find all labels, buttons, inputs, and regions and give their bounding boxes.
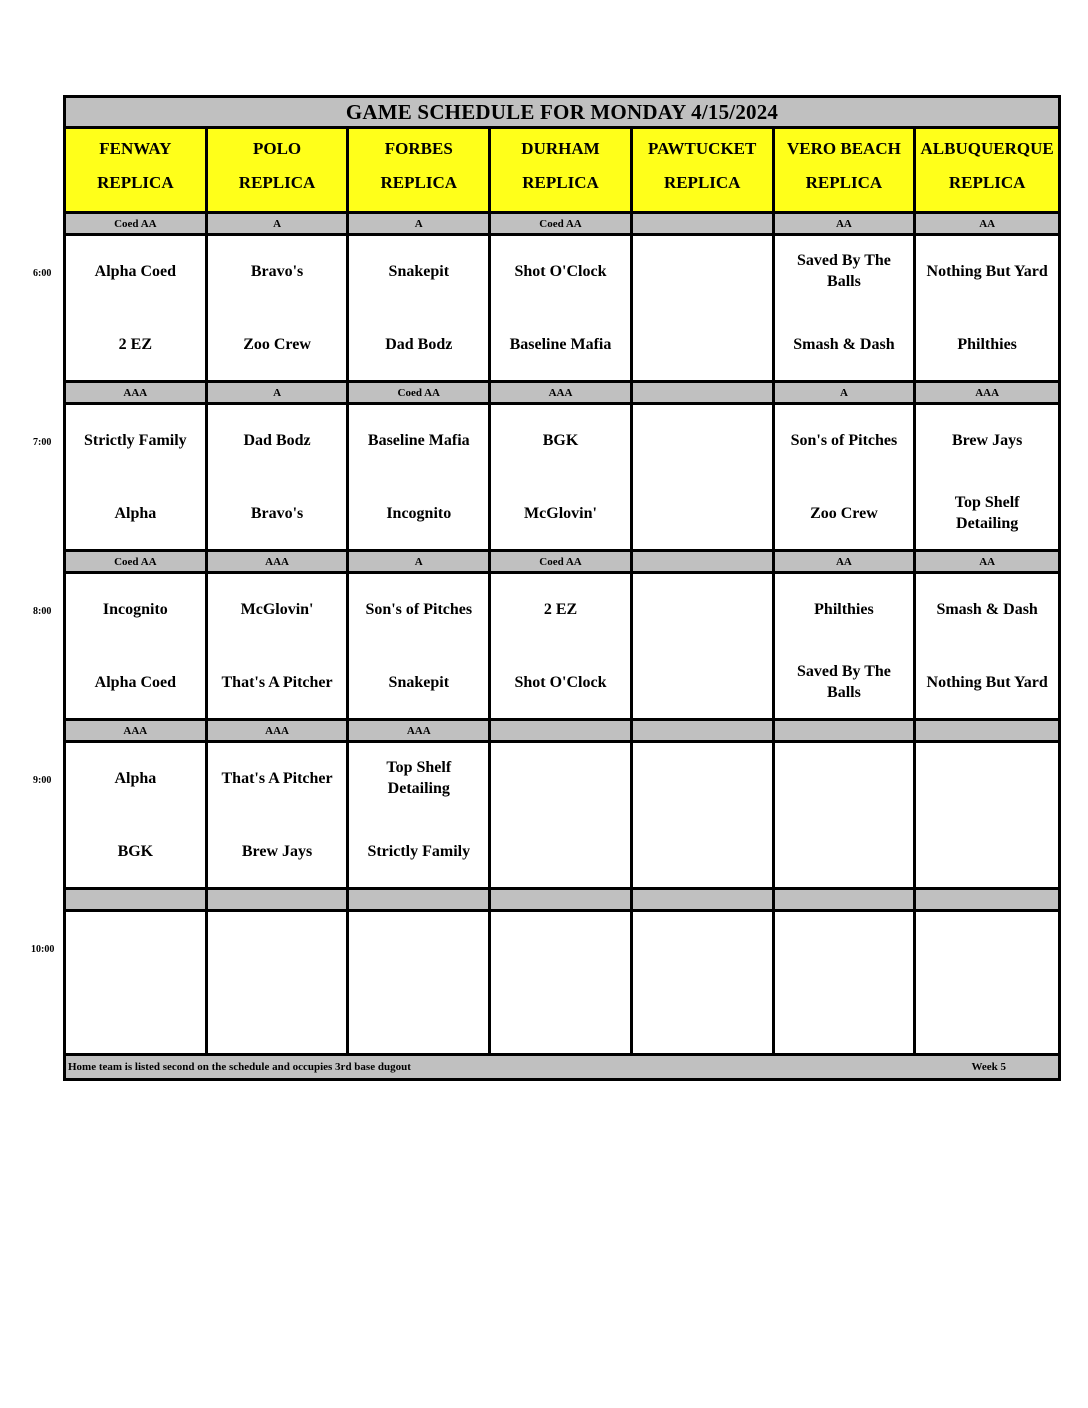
division-row	[66, 552, 1058, 574]
division-label: A	[208, 383, 350, 402]
division-label	[775, 721, 917, 740]
field-name: ALBUQUERQUE	[920, 139, 1054, 158]
game-cell	[916, 236, 1058, 380]
field-subtitle: REPLICA	[948, 173, 1026, 192]
field-subtitle: REPLICA	[97, 173, 174, 192]
game-cell	[349, 574, 491, 718]
game-row	[66, 574, 1058, 721]
schedule-title: GAME SCHEDULE FOR MONDAY 4/15/2024	[66, 98, 1058, 129]
division-label	[633, 890, 775, 909]
division-label	[208, 890, 350, 909]
field-name: POLO	[252, 139, 302, 158]
division-label	[66, 890, 208, 909]
away-team	[66, 924, 205, 970]
game-cell	[208, 912, 350, 1056]
home-team	[633, 828, 772, 874]
field-header	[66, 129, 208, 214]
game-cell	[349, 236, 491, 380]
away-team	[633, 586, 772, 632]
division-label: AA	[775, 552, 917, 571]
field-header	[491, 129, 633, 214]
home-team	[208, 997, 347, 1043]
game-cell	[775, 574, 917, 718]
home-team	[491, 828, 630, 874]
game-cell	[491, 236, 633, 380]
division-label	[775, 890, 917, 909]
time-slot-block	[66, 214, 1058, 383]
time-slot-block	[66, 721, 1058, 890]
division-label: AA	[775, 214, 917, 233]
home-team	[633, 321, 772, 367]
home-team: 2 EZ	[118, 335, 153, 353]
division-label: AAA	[975, 386, 1000, 399]
game-cell	[633, 574, 775, 718]
home-team	[633, 997, 772, 1043]
time-label: 9:00	[33, 775, 52, 786]
field-header	[633, 129, 775, 214]
away-team	[916, 755, 1058, 801]
away-team	[916, 924, 1058, 970]
game-row	[66, 405, 1058, 552]
field-name: FENWAY	[99, 139, 172, 158]
home-team	[633, 659, 772, 705]
away-team: Strictly Family	[84, 431, 187, 449]
home-team: Top Shelf Detailing	[954, 494, 1020, 532]
away-team	[633, 417, 772, 463]
away-team: Alpha Coed	[94, 262, 177, 280]
game-cell	[66, 912, 208, 1056]
division-label: AA	[979, 555, 996, 568]
division-label: AA	[979, 217, 996, 230]
away-team: Alpha	[114, 769, 157, 787]
home-team: Zoo Crew	[243, 335, 311, 353]
away-team	[491, 924, 630, 970]
away-team: McGlovin'	[240, 600, 314, 618]
away-team	[491, 755, 630, 801]
away-team: Incognito	[102, 600, 168, 618]
field-name: FORBES	[384, 139, 453, 158]
away-team	[775, 755, 914, 801]
division-label	[491, 890, 633, 909]
division-label	[916, 721, 1058, 740]
game-cell	[491, 574, 633, 718]
away-team	[633, 248, 772, 294]
home-team: BGK	[117, 842, 154, 860]
home-team: Philthies	[957, 335, 1017, 353]
away-team: Dad Bodz	[243, 431, 311, 449]
home-team: Alpha	[114, 504, 157, 522]
home-team: Strictly Family	[367, 842, 471, 860]
home-team: Saved By The Balls	[796, 663, 891, 701]
footer-note: Home team is listed second on the schedule and occupies 3rd base dugout	[68, 1061, 411, 1073]
division-label	[633, 383, 775, 402]
away-team: Baseline Mafia	[367, 431, 470, 449]
division-label	[633, 552, 775, 571]
time-label: 8:00	[33, 606, 52, 617]
away-team: Snakepit	[388, 262, 450, 280]
division-label: AAA	[208, 552, 350, 571]
field-name: DURHAM	[521, 139, 600, 158]
home-team: Incognito	[386, 504, 452, 522]
home-team	[775, 997, 914, 1043]
game-cell	[633, 405, 775, 549]
division-label: Coed AA	[66, 214, 208, 233]
away-team: Brew Jays	[951, 431, 1023, 449]
home-team	[916, 997, 1058, 1043]
away-team: Son's of Pitches	[365, 600, 473, 618]
division-label: AAA	[491, 383, 633, 402]
game-cell	[208, 574, 350, 718]
game-cell	[66, 574, 208, 718]
away-team: That's A Pitcher	[221, 769, 333, 787]
game-cell	[916, 405, 1058, 549]
division-label: Coed AA	[349, 383, 491, 402]
home-team: Baseline Mafia	[509, 335, 612, 353]
home-team: Zoo Crew	[810, 504, 878, 522]
game-cell	[208, 405, 350, 549]
division-row	[66, 890, 1058, 912]
field-subtitle: REPLICA	[522, 173, 599, 192]
away-team	[633, 924, 772, 970]
away-team: 2 EZ	[543, 600, 578, 618]
away-team: Bravo's	[250, 262, 304, 280]
game-cell	[491, 912, 633, 1056]
game-cell	[491, 405, 633, 549]
field-subtitle: REPLICA	[805, 173, 883, 192]
division-label	[633, 214, 775, 233]
division-label: A	[349, 552, 491, 571]
game-cell	[916, 574, 1058, 718]
division-label: Coed AA	[66, 552, 208, 571]
game-cell	[208, 743, 350, 887]
field-subtitle: REPLICA	[380, 173, 458, 192]
away-team: Shot O'Clock	[514, 262, 607, 280]
game-cell	[66, 236, 208, 380]
home-team	[775, 828, 914, 874]
field-header	[208, 129, 350, 214]
game-cell	[916, 743, 1058, 887]
game-cell	[775, 405, 917, 549]
field-header	[916, 129, 1058, 214]
week-label: Week 5	[971, 1061, 1006, 1073]
home-team: Dad Bodz	[385, 335, 453, 353]
time-slot-block	[66, 552, 1058, 721]
game-cell	[775, 236, 917, 380]
schedule-sheet	[63, 95, 1061, 1081]
home-team: Smash & Dash	[793, 335, 895, 353]
division-label: A	[349, 214, 491, 233]
game-row	[66, 743, 1058, 890]
game-cell	[66, 405, 208, 549]
away-team	[633, 755, 772, 801]
game-row	[66, 236, 1058, 383]
field-header	[349, 129, 491, 214]
field-header-row	[66, 129, 1058, 214]
division-label	[916, 890, 1058, 909]
game-cell	[491, 743, 633, 887]
field-name: VERO BEACH	[787, 139, 901, 158]
time-label: 6:00	[33, 268, 52, 279]
field-header	[775, 129, 917, 214]
home-team: Bravo's	[250, 504, 304, 522]
home-team: Shot O'Clock	[514, 673, 607, 691]
away-team: Nothing But Yard	[926, 262, 1048, 280]
home-team	[66, 997, 205, 1043]
away-team: Smash & Dash	[936, 600, 1038, 618]
field-name: PAWTUCKET	[648, 139, 757, 158]
game-cell	[775, 912, 917, 1056]
division-label	[633, 721, 775, 740]
division-label: Coed AA	[491, 552, 633, 571]
game-cell	[775, 743, 917, 887]
division-label	[491, 721, 633, 740]
game-cell	[208, 236, 350, 380]
away-team: Son's of Pitches	[790, 431, 898, 449]
field-subtitle: REPLICA	[663, 173, 741, 192]
game-cell	[349, 405, 491, 549]
away-team	[775, 924, 914, 970]
game-cell	[633, 912, 775, 1056]
division-label: AAA	[208, 721, 350, 740]
division-row	[66, 721, 1058, 743]
game-cell	[916, 912, 1058, 1056]
home-team: Nothing But Yard	[926, 673, 1048, 691]
schedule-footer	[66, 1053, 1058, 1078]
game-cell	[633, 743, 775, 887]
home-team: Snakepit	[388, 673, 450, 691]
division-label: AAA	[66, 721, 208, 740]
away-team: Top Shelf Detailing	[386, 759, 452, 797]
division-label	[349, 890, 491, 909]
home-team	[633, 490, 772, 536]
away-team	[208, 924, 347, 970]
division-label: Coed AA	[491, 214, 633, 233]
home-team: Brew Jays	[241, 842, 313, 860]
home-team	[349, 997, 488, 1043]
division-label: AAA	[349, 721, 491, 740]
division-label: A	[775, 383, 917, 402]
home-team	[916, 828, 1058, 874]
time-slot-block	[66, 890, 1058, 1059]
time-slot-block	[66, 383, 1058, 552]
game-cell	[66, 743, 208, 887]
field-subtitle: REPLICA	[238, 173, 316, 192]
game-cell	[349, 743, 491, 887]
time-label: 10:00	[31, 944, 55, 955]
game-cell	[633, 236, 775, 380]
division-row	[66, 383, 1058, 405]
home-team	[491, 997, 630, 1043]
away-team: BGK	[542, 431, 579, 449]
division-label: A	[208, 214, 350, 233]
time-label: 7:00	[33, 437, 52, 448]
division-label: AAA	[66, 383, 208, 402]
away-team: Saved By The Balls	[796, 252, 891, 290]
away-team	[349, 924, 488, 970]
game-cell	[349, 912, 491, 1056]
home-team: Alpha Coed	[94, 673, 177, 691]
home-team: McGlovin'	[524, 504, 597, 522]
away-team: Philthies	[814, 600, 874, 618]
game-row	[66, 912, 1058, 1059]
division-row	[66, 214, 1058, 236]
home-team: That's A Pitcher	[221, 673, 333, 691]
